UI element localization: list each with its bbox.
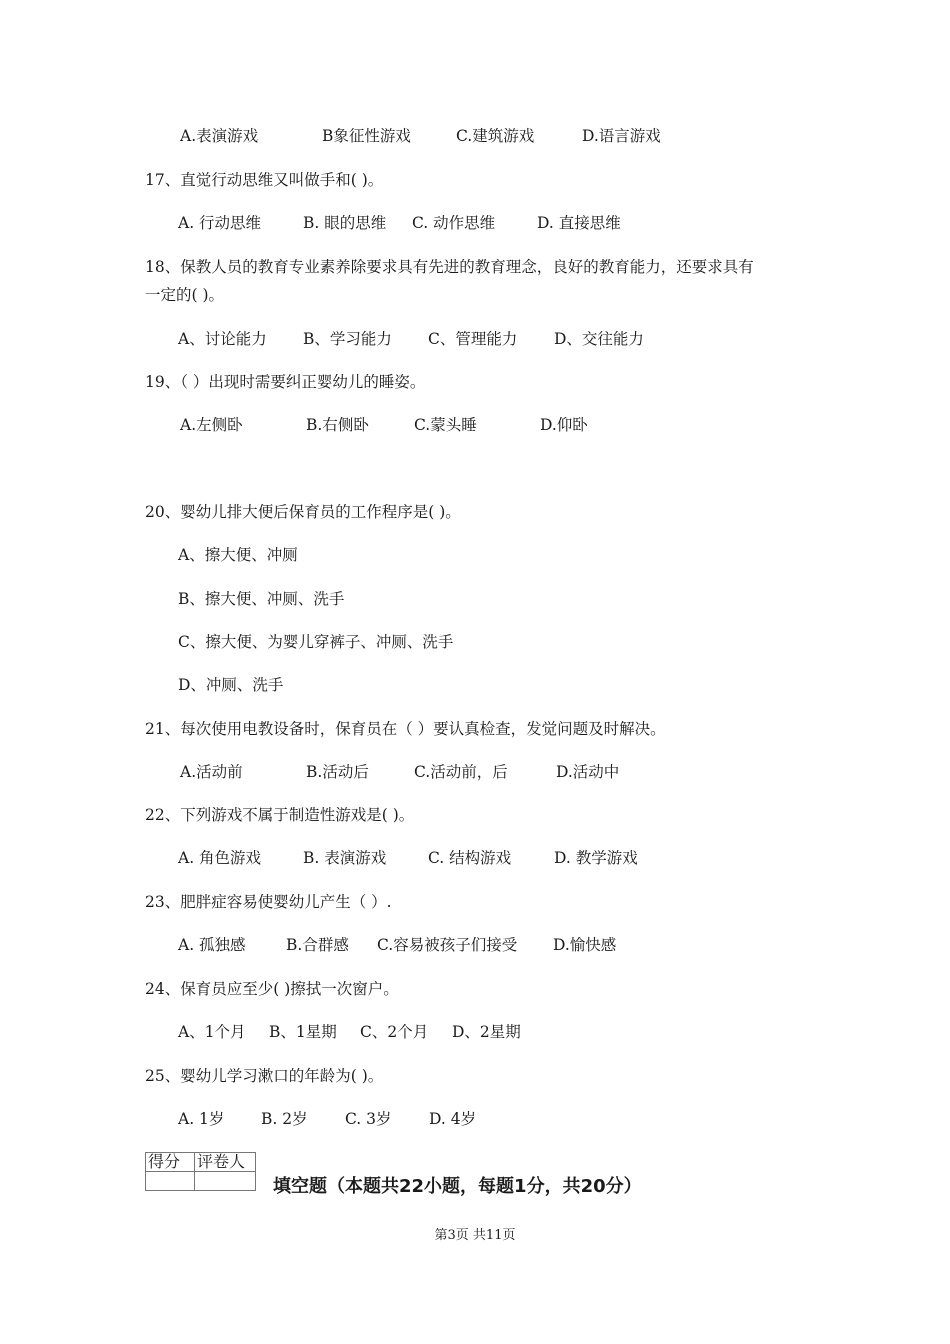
q18-stem-line1: 18、保教人员的教育专业素养除要求具有先进的教育理念，良好的教育能力，还要求具有	[145, 258, 754, 276]
q16-options	[0, 126, 950, 146]
q20-option-b: B、擦大便、冲厕、洗手	[178, 590, 345, 608]
q21-option-c: C.活动前，后	[414, 763, 508, 781]
q21-option-d: D.活动中	[556, 763, 620, 781]
section-title: 填空题（本题共22小题，每题1分，共20分）	[273, 1176, 642, 1197]
q25-option-c: C. 3岁	[345, 1110, 392, 1128]
q17-option-a: A. 行动思维	[178, 214, 262, 232]
q16-option-c: C.建筑游戏	[456, 127, 535, 145]
q21-option-b: B.活动后	[306, 763, 369, 781]
q19-stem: 19、（ ）出现时需要纠正婴幼儿的睡姿。	[145, 373, 426, 391]
q17-option-b: B. 眼的思维	[303, 214, 387, 232]
q23-stem: 23、肥胖症容易使婴幼儿产生（ ）.	[145, 893, 392, 911]
q23-option-a: A. 孤独感	[178, 936, 246, 954]
q18-options	[0, 329, 950, 349]
q22-stem: 22、下列游戏不属于制造性游戏是( )。	[145, 806, 415, 824]
q25-option-d: D. 4岁	[429, 1110, 477, 1128]
q24-option-b: B、1星期	[269, 1023, 337, 1041]
q25-option-a: A. 1岁	[178, 1110, 225, 1128]
q22-options	[0, 848, 950, 868]
q25-option-b: B. 2岁	[261, 1110, 308, 1128]
grader-label: 评卷人	[195, 1153, 256, 1172]
q22-option-a: A. 角色游戏	[178, 849, 262, 867]
q21-stem: 21、每次使用电教设备时，保育员在（ ）要认真检查，发觉问题及时解决。	[145, 720, 666, 738]
q18-option-d: D、交往能力	[554, 330, 644, 348]
q18-option-b: B、学习能力	[303, 330, 392, 348]
q24-option-c: C、2个月	[360, 1023, 429, 1041]
q17-stem: 17、直觉行动思维又叫做手和( )。	[145, 171, 384, 189]
q16-option-b: B象征性游戏	[322, 127, 411, 145]
q20-option-d: D、冲厕、洗手	[178, 676, 284, 694]
page-footer: 第3页 共11页	[434, 1228, 516, 1243]
q19-option-c: C.蒙头睡	[414, 416, 477, 434]
q23-option-c: C.容易被孩子们接受	[377, 936, 518, 954]
score-cell	[146, 1172, 195, 1191]
q21-options	[0, 762, 950, 782]
q24-options	[0, 1022, 950, 1042]
q17-option-d: D. 直接思维	[537, 214, 621, 232]
q19-options	[0, 415, 950, 435]
q18-option-a: A、讨论能力	[178, 330, 267, 348]
q20-option-c: C、擦大便、为婴儿穿裤子、冲厕、洗手	[178, 633, 454, 651]
q19-option-b: B.右侧卧	[306, 416, 369, 434]
q16-option-d: D.语言游戏	[582, 127, 661, 145]
q18-stem-line2: 一定的( )。	[145, 286, 225, 304]
q24-option-d: D、2星期	[452, 1023, 521, 1041]
q19-option-d: D.仰卧	[540, 416, 588, 434]
q21-option-a: A.活动前	[180, 763, 243, 781]
q17-option-c: C. 动作思维	[412, 214, 496, 232]
q24-stem: 24、保育员应至少( )擦拭一次窗户。	[145, 980, 399, 998]
q17-options	[0, 213, 950, 233]
q18-option-c: C、管理能力	[428, 330, 518, 348]
grader-cell	[195, 1172, 256, 1191]
q25-stem: 25、婴幼儿学习漱口的年龄为( )。	[145, 1067, 384, 1085]
q25-options	[0, 1109, 950, 1129]
q16-option-a: A.表演游戏	[180, 127, 259, 145]
q20-option-a: A、擦大便、冲厕	[178, 546, 298, 564]
q22-option-b: B. 表演游戏	[303, 849, 387, 867]
q23-options	[0, 935, 950, 955]
q19-option-a: A.左侧卧	[180, 416, 243, 434]
q23-option-d: D.愉快感	[553, 936, 617, 954]
q24-option-a: A、1个月	[178, 1023, 246, 1041]
q22-option-d: D. 教学游戏	[554, 849, 638, 867]
q20-stem: 20、婴幼儿排大便后保育员的工作程序是( )。	[145, 503, 461, 521]
score-label: 得分	[146, 1153, 195, 1172]
score-table	[145, 1152, 256, 1191]
q23-option-b: B.合群感	[286, 936, 349, 954]
q22-option-c: C. 结构游戏	[428, 849, 512, 867]
